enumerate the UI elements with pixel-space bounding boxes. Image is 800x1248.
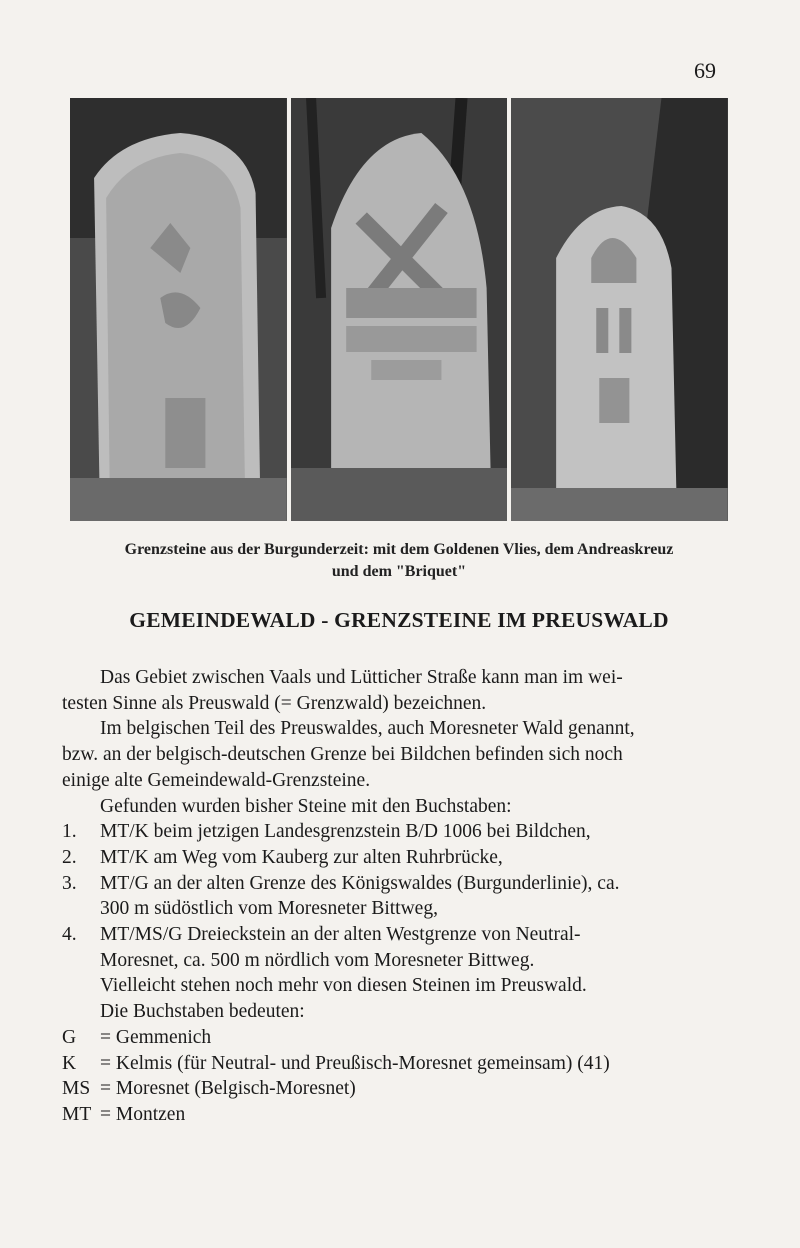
list-item-continued bbox=[62, 948, 730, 974]
legend-key: K bbox=[62, 1052, 77, 1074]
legend-item bbox=[62, 1025, 730, 1051]
list-text: MT/G an der alten Grenze des Königswaldes (Burgunderlinie), ca. bbox=[100, 872, 620, 894]
legend-key: G bbox=[62, 1026, 77, 1048]
list-text: Moresnet, ca. 500 m nördlich vom Moresneter Bittweg. bbox=[100, 949, 535, 971]
list-number: 2. bbox=[62, 846, 77, 868]
list-text: MT/K am Weg vom Kauberg zur alten Ruhrbrücke, bbox=[100, 846, 503, 868]
boundary-stone-golden-fleece-photo bbox=[70, 98, 287, 521]
paragraph-1-line-2: testen Sinne als Preuswald (= Grenzwald) bezeichnen. bbox=[62, 692, 487, 714]
page-number: 69 bbox=[694, 58, 716, 83]
paragraph-1-line-1: Das Gebiet zwischen Vaals und Lütticher Straße kann man im wei- bbox=[100, 667, 623, 688]
legend-text: = Gemmenich bbox=[100, 1026, 212, 1048]
list-item bbox=[62, 871, 730, 897]
caption-line-2: und dem "Briquet" bbox=[331, 563, 467, 580]
legend-item bbox=[62, 1051, 730, 1077]
list-text: MT/K beim jetzigen Landesgrenzstein B/D 1006 bei Bildchen, bbox=[100, 821, 591, 843]
after-list-line-2: Die Buchstaben bedeuten: bbox=[100, 1001, 305, 1023]
section-heading: GEMEINDEWALD - GRENZSTEINE IM PREUSWALD bbox=[129, 608, 669, 632]
photo-strip bbox=[70, 98, 728, 521]
caption-line-1: Grenzsteine aus der Burgunderzeit: mit dem Goldenen Vlies, dem Andreaskreuz bbox=[124, 541, 674, 558]
list-number: 3. bbox=[62, 872, 77, 894]
boundary-stone-andreaskreuz-photo bbox=[291, 98, 508, 521]
photo-caption bbox=[70, 539, 728, 583]
paragraph-2-line-2: bzw. an der belgisch-deutschen Grenze bei Bildchen befinden sich noch bbox=[62, 744, 623, 766]
list-text: MT/MS/G Dreieckstein an der alten Westgrenze von Neutral- bbox=[100, 924, 581, 946]
after-list-line-1: Vielleicht stehen noch mehr von diesen Steinen im Preuswald. bbox=[100, 975, 587, 997]
legend-item bbox=[62, 1102, 730, 1128]
paragraph-3: Gefunden wurden bisher Steine mit den Buchstaben: bbox=[100, 795, 512, 817]
list-item bbox=[62, 845, 730, 871]
legend-text: = Kelmis (für Neutral- und Preußisch-Moresnet gemeinsam) (41) bbox=[100, 1052, 610, 1074]
legend-item bbox=[62, 1076, 730, 1102]
list-item bbox=[62, 922, 730, 948]
legend-text: = Moresnet (Belgisch-Moresnet) bbox=[100, 1078, 356, 1100]
list-number: 4. bbox=[62, 924, 77, 946]
legend-key: MS bbox=[62, 1078, 91, 1100]
list-text: 300 m südöstlich vom Moresneter Bittweg, bbox=[100, 898, 438, 920]
boundary-stone-briquet-photo bbox=[511, 98, 728, 521]
list-number: 1. bbox=[62, 821, 77, 843]
list-item-continued bbox=[62, 896, 730, 922]
legend-text: = Montzen bbox=[100, 1103, 186, 1125]
body-text bbox=[62, 665, 730, 1128]
list-item bbox=[62, 819, 730, 845]
paragraph-2-line-3: einige alte Gemeindewald-Grenzsteine. bbox=[62, 769, 371, 791]
paragraph-2-line-1: Im belgischen Teil des Preuswaldes, auch Moresneter Wald genannt, bbox=[100, 718, 635, 740]
legend-key: MT bbox=[62, 1103, 92, 1125]
